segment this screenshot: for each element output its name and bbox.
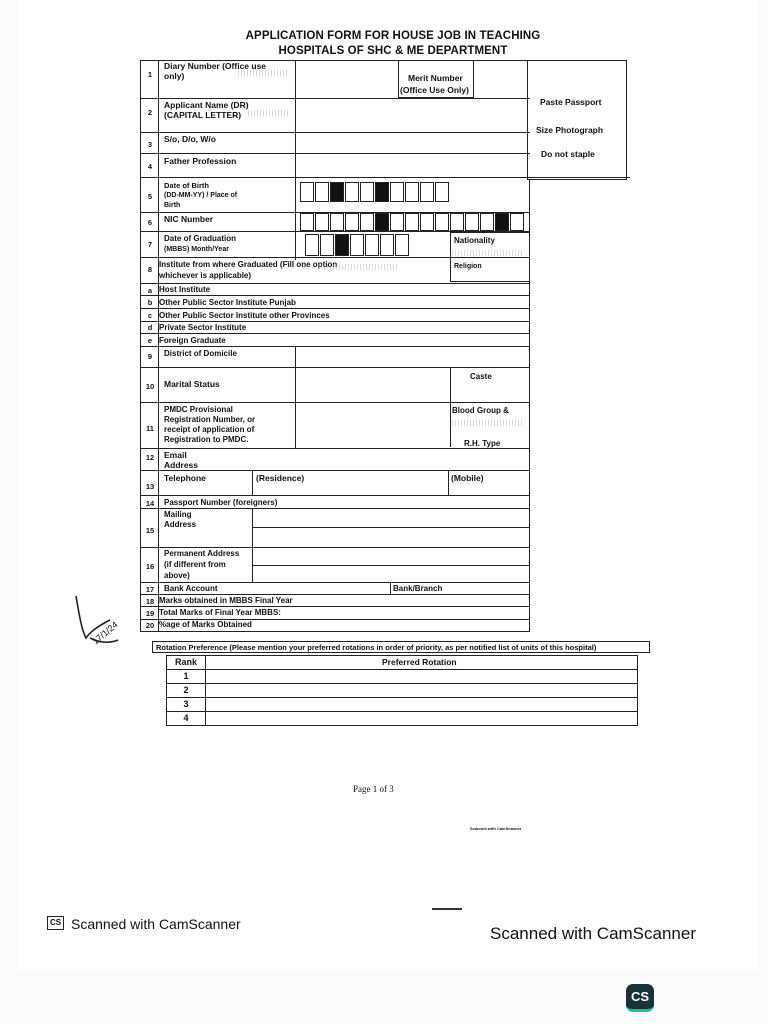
small-scanner-stamp: Scanned with CamScanner bbox=[470, 826, 522, 831]
nationality-religion-box bbox=[450, 232, 530, 282]
side-column-divider bbox=[450, 367, 451, 447]
grad-box[interactable] bbox=[320, 234, 334, 256]
row-line bbox=[140, 283, 530, 284]
field-number: 4 bbox=[147, 162, 153, 171]
nationality-label: Nationality bbox=[454, 236, 495, 245]
photo-label-2: Size Photograph bbox=[536, 125, 604, 135]
field-number: 17 bbox=[145, 585, 155, 594]
row-line bbox=[140, 402, 530, 403]
field-label: only) bbox=[164, 71, 185, 81]
field-label: Marital Status bbox=[164, 379, 220, 389]
nic-boxes bbox=[300, 213, 525, 231]
field-label: Registration to PMDC. bbox=[164, 435, 249, 444]
camscanner-app-logo: CS bbox=[626, 984, 654, 1012]
dash-mark bbox=[432, 908, 462, 910]
row-line bbox=[140, 367, 530, 368]
field-label: Marks obtained in MBBS Final Year bbox=[159, 596, 293, 605]
grad-separator bbox=[335, 234, 349, 256]
row-line bbox=[140, 594, 530, 595]
rotation-header: Rotation Preference (Please mention your preferred rotations in order of priority, as per notified list of units of this hospital) bbox=[156, 643, 597, 652]
grad-box[interactable] bbox=[365, 234, 379, 256]
field-label: Passport Number (foreigners) bbox=[164, 498, 278, 507]
blood-group-label: Blood Group & bbox=[452, 406, 509, 415]
nic-box[interactable] bbox=[300, 213, 314, 231]
rank-number: 1 bbox=[167, 670, 206, 683]
field-label: Email bbox=[164, 450, 187, 460]
field-label: Other Public Sector Institute Punjab bbox=[159, 298, 296, 307]
field-number: 7 bbox=[147, 240, 153, 249]
dob-separator bbox=[330, 182, 344, 202]
nic-separator bbox=[375, 213, 389, 231]
field-label: Foreign Graduate bbox=[159, 336, 226, 345]
field-label: S/o, D/o, W/o bbox=[164, 134, 216, 144]
field-label: Applicant Name (DR) bbox=[164, 100, 249, 110]
field-label: Private Sector Institute bbox=[159, 323, 247, 332]
phone-divider bbox=[252, 470, 253, 495]
rotation-header-row bbox=[166, 655, 638, 670]
field-label: Total Marks of Final Year MBBS: bbox=[159, 608, 281, 617]
rank-number: 2 bbox=[167, 684, 206, 697]
field-number: 10 bbox=[145, 382, 155, 391]
dob-separator bbox=[375, 182, 389, 202]
field-number: 3 bbox=[147, 140, 153, 149]
grad-box[interactable] bbox=[350, 234, 364, 256]
camscanner-right-text: Scanned with CamScanner bbox=[490, 924, 697, 943]
address-line bbox=[252, 527, 530, 528]
label-column-divider-2 bbox=[295, 346, 296, 448]
field-label: receipt of application of bbox=[164, 425, 255, 434]
dob-box[interactable] bbox=[420, 182, 434, 202]
field-label: (CAPITAL LETTER) bbox=[164, 110, 242, 120]
preferred-rotation-header: Preferred Rotation bbox=[382, 657, 457, 667]
field-label: Registration Number, or bbox=[164, 415, 256, 424]
nic-box[interactable] bbox=[390, 213, 404, 231]
dob-boxes bbox=[300, 182, 450, 202]
form-title-line1: APPLICATION FORM FOR HOUSE JOB IN TEACHING bbox=[245, 30, 541, 42]
field-label: (DD-MM-YY) / Place of bbox=[164, 192, 238, 199]
row-line bbox=[140, 321, 530, 322]
nic-separator bbox=[495, 213, 509, 231]
field-label: Telephone bbox=[164, 473, 206, 483]
merit-label-1: Merit Number bbox=[408, 73, 463, 83]
field-number: 14 bbox=[145, 499, 155, 508]
field-number: b bbox=[147, 298, 153, 307]
page-footer: Page 1 of 3 bbox=[353, 784, 394, 794]
field-number: 5 bbox=[147, 192, 153, 201]
residence-label: (Residence) bbox=[256, 473, 305, 483]
form-title-line2: HOSPITALS OF SHC & ME DEPARTMENT bbox=[278, 45, 508, 57]
field-label: PMDC Provisional bbox=[164, 405, 233, 414]
field-number: c bbox=[147, 311, 153, 320]
row-line bbox=[140, 495, 530, 496]
field-label: Birth bbox=[164, 202, 181, 209]
rh-type-label: R.H. Type bbox=[464, 439, 501, 448]
field-number: 19 bbox=[145, 609, 155, 618]
field-label: Diary Number (Office use bbox=[164, 61, 267, 71]
nic-box[interactable] bbox=[480, 213, 494, 231]
field-number: 12 bbox=[145, 453, 155, 462]
scan-noise bbox=[318, 264, 398, 270]
row-line bbox=[140, 582, 530, 583]
field-number: 16 bbox=[145, 562, 155, 571]
label-column-divider bbox=[295, 60, 296, 260]
photo-label-3: Do not staple bbox=[541, 149, 595, 159]
nic-box[interactable] bbox=[450, 213, 464, 231]
field-number: 1 bbox=[147, 70, 153, 79]
field-number: 20 bbox=[145, 621, 155, 630]
field-number: 18 bbox=[145, 597, 155, 606]
nic-box[interactable] bbox=[345, 213, 359, 231]
photo-label-1: Paste Passport bbox=[540, 97, 602, 107]
field-number: 11 bbox=[146, 424, 154, 433]
field-number: 6 bbox=[147, 218, 153, 227]
signature-date: 17/1/24 bbox=[90, 619, 120, 647]
row-line bbox=[140, 98, 530, 99]
field-label: Father Profession bbox=[164, 156, 237, 166]
mobile-label: (Mobile) bbox=[451, 473, 484, 483]
grad-box[interactable] bbox=[305, 234, 319, 256]
dob-box[interactable] bbox=[390, 182, 404, 202]
field-label: whichever is applicable) bbox=[159, 271, 252, 280]
nic-box[interactable] bbox=[435, 213, 449, 231]
field-label: NIC Number bbox=[164, 214, 214, 224]
field-label: Permanent Address bbox=[164, 549, 240, 558]
field-number: 8 bbox=[147, 265, 153, 274]
nic-box[interactable] bbox=[405, 213, 419, 231]
row-line bbox=[140, 547, 530, 548]
dob-box[interactable] bbox=[315, 182, 329, 202]
field-label: above) bbox=[164, 571, 190, 580]
dob-box[interactable] bbox=[435, 182, 449, 202]
bank-divider bbox=[390, 582, 391, 594]
scan-noise bbox=[248, 110, 288, 116]
scan-noise bbox=[452, 420, 522, 426]
row-line bbox=[140, 470, 530, 471]
dob-box[interactable] bbox=[405, 182, 419, 202]
rotation-row[interactable] bbox=[166, 697, 638, 712]
rotation-row[interactable] bbox=[166, 711, 638, 726]
photo-box bbox=[527, 60, 627, 180]
field-number: e bbox=[147, 336, 153, 345]
rank-column-header: Rank bbox=[167, 656, 206, 669]
merit-label-2: (Office Use Only) bbox=[400, 85, 469, 95]
address-line bbox=[252, 565, 530, 566]
nic-box[interactable] bbox=[360, 213, 374, 231]
field-label: Bank Account bbox=[164, 584, 218, 593]
field-number: a bbox=[147, 286, 153, 295]
field-label: Date of Birth bbox=[164, 181, 209, 190]
row-line bbox=[140, 153, 530, 154]
dob-box[interactable] bbox=[345, 182, 359, 202]
bank-branch-label: Bank/Branch bbox=[393, 584, 443, 593]
field-label: Mailing bbox=[164, 510, 192, 519]
row-line bbox=[140, 333, 530, 334]
field-number: 15 bbox=[145, 526, 155, 535]
field-label: Date of Graduation bbox=[164, 234, 237, 243]
camscanner-left-text: Scanned with CamScanner bbox=[71, 916, 241, 932]
graduation-boxes bbox=[305, 234, 410, 256]
rank-number: 4 bbox=[167, 712, 206, 725]
nic-box[interactable] bbox=[510, 213, 524, 231]
row-line bbox=[140, 606, 530, 607]
field-label: Address bbox=[164, 460, 199, 470]
nic-box[interactable] bbox=[330, 213, 344, 231]
scan-noise bbox=[238, 70, 288, 76]
row-line bbox=[140, 177, 630, 178]
field-label: (MBBS) Month/Year bbox=[164, 246, 229, 253]
field-label: Host Institute bbox=[159, 285, 211, 294]
row-line bbox=[140, 295, 530, 296]
field-label: Institute from where Graduated (Fill one option bbox=[159, 260, 338, 269]
row-line bbox=[140, 132, 530, 133]
rotation-row[interactable] bbox=[166, 683, 638, 698]
rank-number: 3 bbox=[167, 698, 206, 711]
scan-noise bbox=[452, 250, 522, 256]
caste-label: Caste bbox=[470, 372, 492, 381]
dob-box[interactable] bbox=[360, 182, 374, 202]
religion-label: Religion bbox=[454, 263, 482, 270]
camscanner-small-logo: CS bbox=[47, 916, 64, 930]
phone-divider bbox=[448, 470, 449, 495]
field-label: (if different from bbox=[164, 560, 226, 569]
nic-box[interactable] bbox=[465, 213, 479, 231]
field-label: Address bbox=[164, 520, 197, 529]
address-divider bbox=[252, 508, 253, 582]
row-line bbox=[140, 508, 530, 509]
field-number: 13 bbox=[145, 482, 155, 491]
rotation-row[interactable] bbox=[166, 669, 638, 684]
row-line bbox=[140, 308, 530, 309]
nic-box[interactable] bbox=[420, 213, 434, 231]
dob-box[interactable] bbox=[300, 182, 314, 202]
grad-box[interactable] bbox=[395, 234, 409, 256]
scanned-page bbox=[18, 0, 758, 970]
field-label: District of Domicile bbox=[164, 349, 237, 358]
field-number: 9 bbox=[147, 352, 153, 361]
row-line bbox=[140, 346, 530, 347]
nic-box[interactable] bbox=[315, 213, 329, 231]
field-label: %age of Marks Obtained bbox=[159, 620, 252, 629]
field-number: d bbox=[147, 323, 153, 332]
grad-box[interactable] bbox=[380, 234, 394, 256]
field-label: Other Public Sector Institute other Provinces bbox=[159, 311, 330, 320]
field-number: 2 bbox=[147, 108, 153, 117]
